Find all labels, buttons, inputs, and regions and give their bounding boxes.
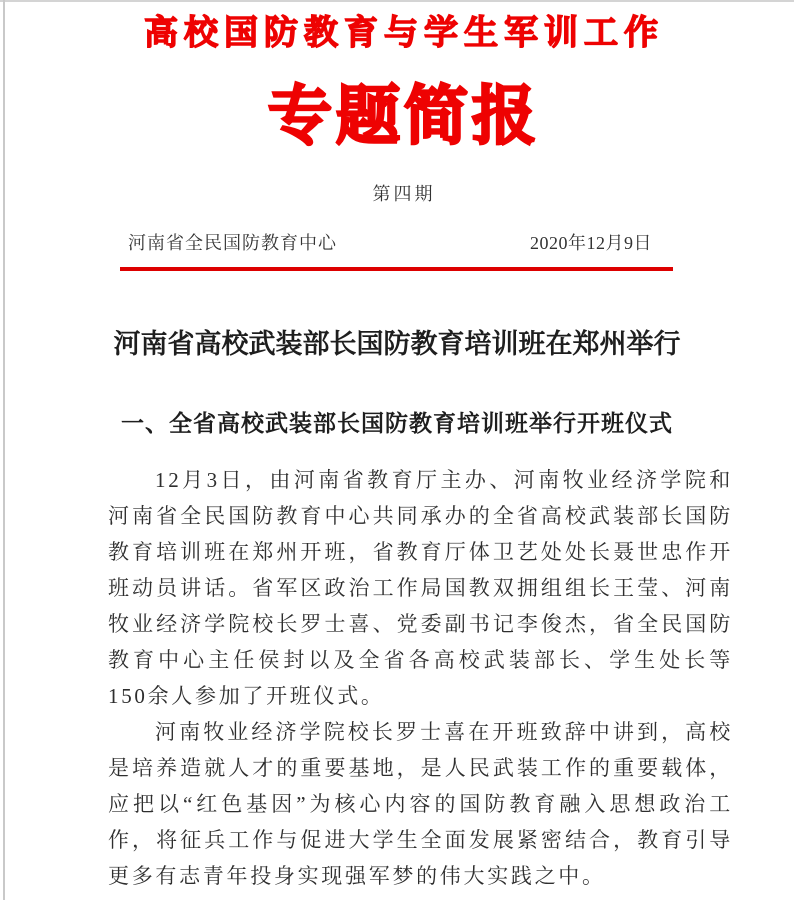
section-heading: 一、全省高校武装部长国防教育培训班举行开班仪式 <box>121 410 673 436</box>
issue-number: 第四期 <box>372 184 436 204</box>
scan-edge-top <box>0 0 794 2</box>
masthead-title: 专题简报 <box>268 81 540 152</box>
article-paragraph: 河南牧业经济学院校长罗士喜在开班致辞中讲到，高校是培养造就人才的重要基地，是人民武装工作的重要载体，应把以“红色基因”为核心内容的国防教育融入思想政治工作，将征兵工作与促进大学生全面发展紧密结合，教育引导更多有志青年投身实现强军梦的伟大实践之中。 <box>108 720 733 888</box>
article-paragraph: 12月3日，由河南省教育厅主办、河南牧业经济学院和河南省全民国防教育中心共同承办的全省高校武装部长国防教育培训班在郑州开班，省教育厅体卫艺处处长聂世忠作开班动员讲话。省军区政治工作局国教双拥组组长王莹、河南牧业经济学院校长罗士喜、党委副书记李俊杰，省全民国防教育中心主任侯封以及全省各高校武装部长、学生处长等150余人参加了开班仪式。 <box>108 468 733 708</box>
scan-edge-left <box>3 0 5 900</box>
issuing-organization: 河南省全民国防教育中心 <box>128 233 337 253</box>
article-title: 河南省高校武装部长国防教育培训班在郑州举行 <box>113 329 681 359</box>
article-body <box>108 462 733 894</box>
issue-date: 2020年12月9日 <box>530 233 652 253</box>
letterhead-row <box>128 231 652 255</box>
masthead <box>0 13 794 206</box>
masthead-supertitle: 高校国防教育与学生军训工作 <box>144 15 664 52</box>
red-divider-line <box>120 267 673 271</box>
article <box>0 328 794 894</box>
